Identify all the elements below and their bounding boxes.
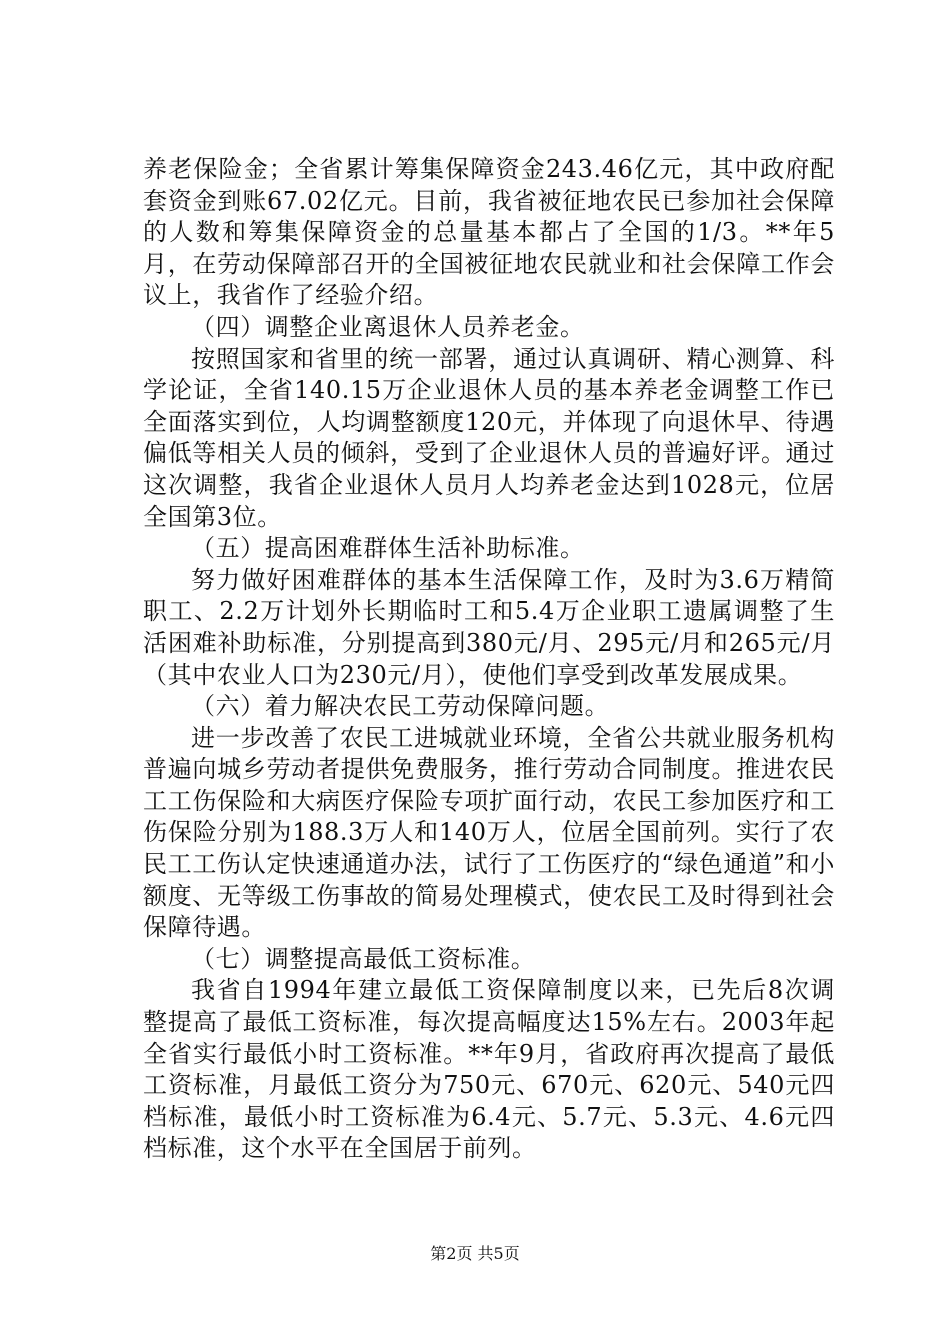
heading-section-7: （七）调整提高最低工资标准。 — [191, 944, 536, 973]
paragraph-section-5: 努力做好困难群体的基本生活保障工作，及时为3.6万精简职工、2.2万计划外长期临时工和5.4万企业职工遗属调整了生活困难补助标准，分别提高到380元/月、295元/月和265元/月（其中农业人口为230元/月），使他们享受到改革发展成果。 — [143, 565, 835, 689]
paragraph-section-4: 按照国家和省里的统一部署，通过认真调研、精心测算、科学论证，全省140.15万企业退休人员的基本养老金调整工作已全面落实到位，人均调整额度120元，并体现了向退休早、待遇偏低等相关人员的倾斜，受到了企业退休人员的普遍好评。通过这次调整，我省企业退休人员月人均养老金达到1028元，位居全国第3位。 — [143, 344, 835, 531]
paragraph-section-6: 进一步改善了农民工进城就业环境，全省公共就业服务机构普遍向城乡劳动者提供免费服务，推行劳动合同制度。推进农民工工伤保险和大病医疗保险专项扩面行动，农民工参加医疗和工伤保险分别为188.3万人和140万人，位居全国前列。实行了农民工工伤认定快速通道办法，试行了工伤医疗的“绿色通道”和小额度、无等级工伤事故的简易处理模式，使农民工及时得到社会保障待遇。 — [143, 723, 835, 942]
body-text — [143, 154, 835, 1165]
heading-section-4: （四）调整企业离退休人员养老金。 — [191, 312, 585, 341]
page-footer — [0, 1244, 950, 1264]
heading-section-5: （五）提高困难群体生活补助标准。 — [191, 534, 585, 563]
paragraph-section-7: 我省自1994年建立最低工资保障制度以来，已先后8次调整提高了最低工资标准，每次提高幅度达15%左右。2003年起全省实行最低小时工资标准。**年9月，省政府再次提高了最低工资标准，月最低工资分为750元、670元、620元、540元四档标准，最低小时工资标准为6.4元、5.7元、5.3元、4.6元四档标准，这个水平在全国居于前列。 — [143, 976, 835, 1163]
page-number: 第2页 共5页 — [430, 1244, 520, 1263]
paragraph-pension-insurance: 养老保险金；全省累计筹集保障资金243.46亿元，其中政府配套资金到账67.02亿元。目前，我省被征地农民已参加社会保障的人数和筹集保障资金的总量基本都占了全国的1/3。**年5月，在劳动保障部召开的全国被征地农民就业和社会保障工作会议上，我省作了经验介绍。 — [143, 155, 835, 310]
heading-section-6: （六）着力解决农民工劳动保障问题。 — [191, 692, 610, 721]
